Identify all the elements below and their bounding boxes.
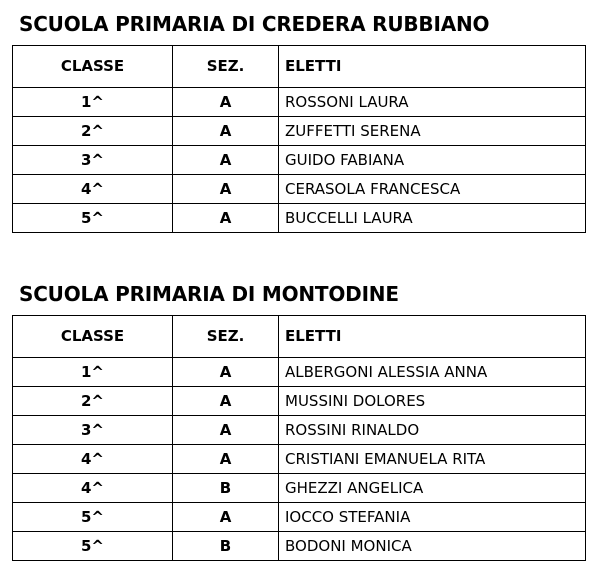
table-row bbox=[13, 416, 586, 445]
table-row bbox=[13, 474, 586, 503]
cell-eletti: ZUFFETTI SERENA bbox=[279, 117, 586, 146]
header-classe: CLASSE bbox=[13, 46, 173, 88]
table-row bbox=[13, 358, 586, 387]
header-sez: SEZ. bbox=[173, 46, 279, 88]
cell-eletti: IOCCO STEFANIA bbox=[279, 503, 586, 532]
table-header-row bbox=[13, 46, 586, 88]
section-title-montodine: SCUOLA PRIMARIA DI MONTODINE bbox=[19, 282, 399, 306]
header-classe: CLASSE bbox=[13, 316, 173, 358]
table-row bbox=[13, 88, 586, 117]
table-row bbox=[13, 204, 586, 233]
cell-sez: A bbox=[173, 117, 279, 146]
elected-table-montodine bbox=[12, 315, 586, 561]
cell-eletti: GUIDO FABIANA bbox=[279, 146, 586, 175]
cell-classe: 2^ bbox=[13, 387, 173, 416]
cell-sez: A bbox=[173, 146, 279, 175]
section-title-credera-rubbiano: SCUOLA PRIMARIA DI CREDERA RUBBIANO bbox=[19, 12, 490, 36]
cell-sez: A bbox=[173, 416, 279, 445]
table-row bbox=[13, 532, 586, 561]
elected-table-credera-rubbiano bbox=[12, 45, 586, 233]
table-row bbox=[13, 503, 586, 532]
table-header-row bbox=[13, 316, 586, 358]
cell-classe: 4^ bbox=[13, 445, 173, 474]
cell-classe: 1^ bbox=[13, 358, 173, 387]
cell-classe: 1^ bbox=[13, 88, 173, 117]
cell-sez: A bbox=[173, 387, 279, 416]
cell-sez: B bbox=[173, 474, 279, 503]
cell-sez: A bbox=[173, 175, 279, 204]
table-row bbox=[13, 175, 586, 204]
cell-sez: B bbox=[173, 532, 279, 561]
cell-sez: A bbox=[173, 503, 279, 532]
cell-classe: 5^ bbox=[13, 532, 173, 561]
table-row bbox=[13, 387, 586, 416]
cell-eletti: ALBERGONI ALESSIA ANNA bbox=[279, 358, 586, 387]
cell-eletti: BUCCELLI LAURA bbox=[279, 204, 586, 233]
header-sez: SEZ. bbox=[173, 316, 279, 358]
cell-sez: A bbox=[173, 204, 279, 233]
cell-classe: 2^ bbox=[13, 117, 173, 146]
cell-classe: 4^ bbox=[13, 474, 173, 503]
cell-sez: A bbox=[173, 88, 279, 117]
cell-eletti: ROSSONI LAURA bbox=[279, 88, 586, 117]
header-eletti: ELETTI bbox=[279, 46, 586, 88]
table-row bbox=[13, 117, 586, 146]
header-eletti: ELETTI bbox=[279, 316, 586, 358]
cell-eletti: ROSSINI RINALDO bbox=[279, 416, 586, 445]
table-row bbox=[13, 146, 586, 175]
cell-eletti: CRISTIANI EMANUELA RITA bbox=[279, 445, 586, 474]
cell-classe: 4^ bbox=[13, 175, 173, 204]
table-row bbox=[13, 445, 586, 474]
cell-classe: 5^ bbox=[13, 503, 173, 532]
cell-classe: 3^ bbox=[13, 416, 173, 445]
cell-eletti: MUSSINI DOLORES bbox=[279, 387, 586, 416]
cell-eletti: BODONI MONICA bbox=[279, 532, 586, 561]
cell-eletti: GHEZZI ANGELICA bbox=[279, 474, 586, 503]
cell-sez: A bbox=[173, 358, 279, 387]
cell-sez: A bbox=[173, 445, 279, 474]
cell-classe: 3^ bbox=[13, 146, 173, 175]
cell-classe: 5^ bbox=[13, 204, 173, 233]
cell-eletti: CERASOLA FRANCESCA bbox=[279, 175, 586, 204]
